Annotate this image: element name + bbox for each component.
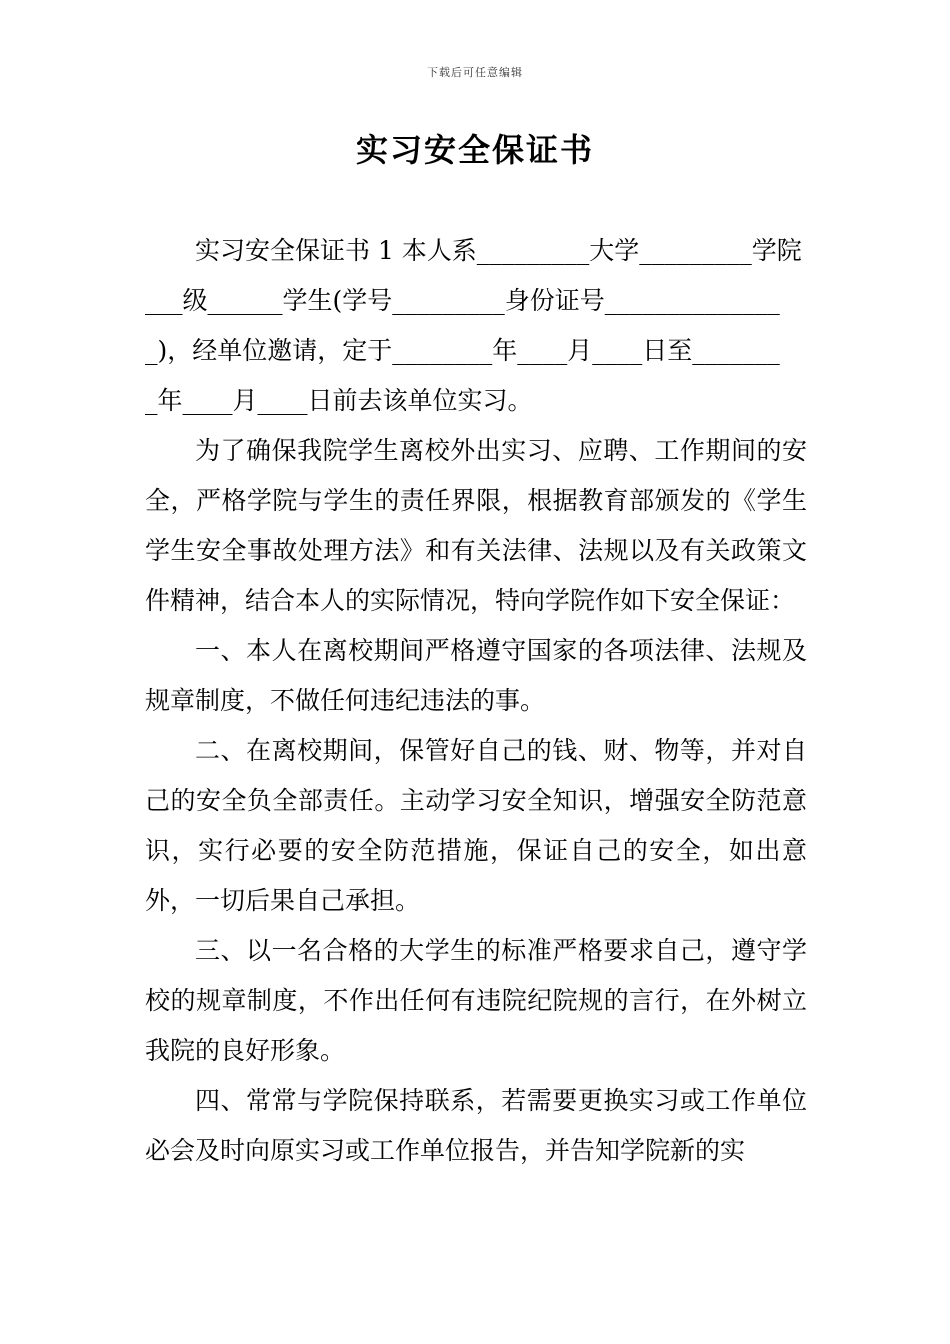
header-note: 下载后可任意编辑 xyxy=(427,66,523,79)
intro-line: ___级______学生(学号_________身份证号______________ xyxy=(145,286,780,315)
paragraph-clause-3: 三、以一名合格的大学生的标准严格要求自己，遵守学校的规章制度，不作出任何有违院纪院规的言行，在外树立我院的良好形象。 xyxy=(145,936,807,1065)
document-body xyxy=(145,226,807,1176)
intro-paragraph xyxy=(145,226,807,426)
intro-line: _)，经单位邀请，定于________年____月____日至_______ xyxy=(145,336,780,365)
intro-line: _年____月____日前去该单位实习。 xyxy=(145,386,533,415)
intro-line: 实习安全保证书 1 本人系_________大学_________学院 xyxy=(195,236,802,265)
paragraph-clause-1: 一、本人在离校期间严格遵守国家的各项法律、法规及规章制度，不做任何违纪违法的事。 xyxy=(145,636,807,715)
document-title: 实习安全保证书 xyxy=(355,131,594,169)
paragraph-purpose: 为了确保我院学生离校外出实习、应聘、工作期间的安全，严格学院与学生的责任界限，根据教育部颁发的《学生学生安全事故处理方法》和有关法律、法规以及有关政策文件精神，结合本人的实际情况，特向学院作如下安全保证： xyxy=(145,436,807,615)
paragraph-clause-2: 二、在离校期间，保管好自己的钱、财、物等，并对自己的安全负全部责任。主动学习安全知识，增强安全防范意识，实行必要的安全防范措施，保证自己的安全，如出意外，一切后果自己承担。 xyxy=(145,736,807,915)
paragraph-clause-4: 四、常常与学院保持联系，若需要更换实习或工作单位必会及时向原实习或工作单位报告，并告知学院新的实 xyxy=(145,1086,807,1165)
